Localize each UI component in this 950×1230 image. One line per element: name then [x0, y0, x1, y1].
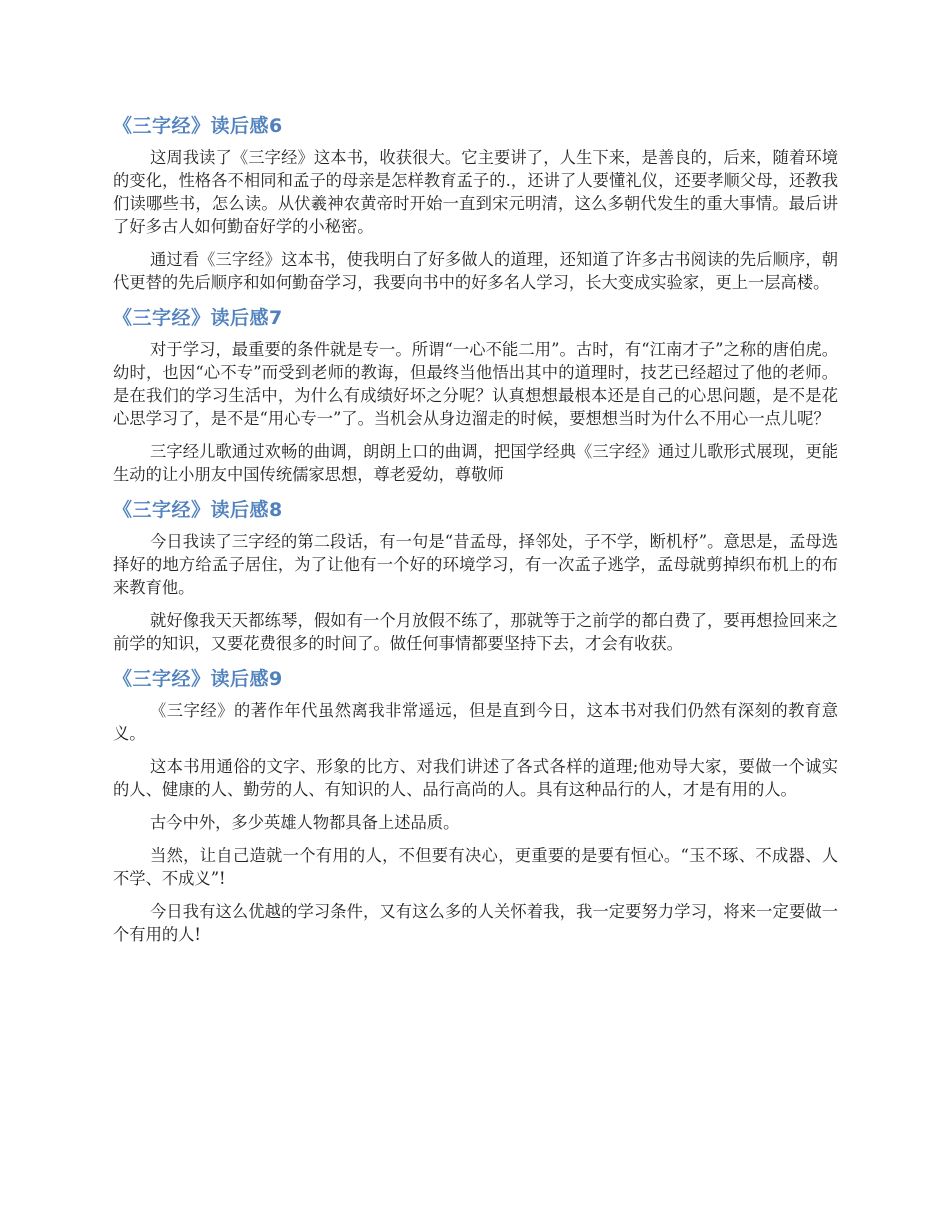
paragraph: 三字经儿歌通过欢畅的曲调，朗朗上口的曲调，把国学经典《三字经》通过儿歌形式展现，更能生动的让小朋友中国传统儒家思想，尊老爱幼，尊敬师 [113, 442, 838, 484]
section-title: 《三字经》读后感9 [113, 668, 283, 690]
paragraph: 今日我有这么优越的学习条件，又有这么多的人关怀着我，我一定要努力学习，将来一定要做一个有用的人! [113, 902, 838, 944]
essay-section-7 [113, 304, 838, 486]
document-page [113, 112, 838, 956]
paragraph: 《三字经》的著作年代虽然离我非常遥远，但是直到今日，这本书对我们仍然有深刻的教育意义。 [113, 701, 838, 743]
section-title: 《三字经》读后感6 [113, 115, 283, 137]
section-title: 《三字经》读后感8 [113, 499, 283, 521]
paragraph: 今日我读了三字经的第二段话，有一句是“昔孟母，择邻处，子不学，断机杼”。意思是，孟母选择好的地方给孟子居住，为了让他有一个好的环境学习，有一次孟子逃学，孟母就剪掉织布机上的布来教育他。 [113, 532, 838, 597]
paragraph: 对于学习，最重要的条件就是专一。所谓“一心不能二用”。古时，有“江南才子”之称的唐伯虎。幼时，也因“心不专”而受到老师的教诲，但最终当他悟出其中的道理时，技艺已经超过了他的老师。是在我们的学习生活中，为什么有成绩好坏之分呢？认真想想最根本还是自己的心思问题，是不是花心思学习了，是不是“用心专一”了。当机会从身边溜走的时候，要想想当时为什么不用心一点儿呢？ [113, 340, 838, 428]
paragraph: 这本书用通俗的文字、形象的比方、对我们讲述了各式各样的道理;他劝导大家，要做一个诚实的人、健康的人、勤劳的人、有知识的人、品行高尚的人。具有这种品行的人，才是有用的人。 [113, 757, 838, 799]
paragraph: 这周我读了《三字经》这本书，收获很大。它主要讲了，人生下来，是善良的，后来，随着环境的变化，性格各不相同和孟子的母亲是怎样教育孟子的.，还讲了人要懂礼仪，还要孝顺父母，还教我们读哪些书，怎么读。从伏羲神农黄帝时开始一直到宋元明清，这么多朝代发生的重大事情。最后讲了好多古人如何勤奋好学的小秘密。 [113, 148, 838, 236]
essay-section-9 [113, 665, 838, 946]
essay-section-6 [113, 112, 838, 294]
section-title: 《三字经》读后感7 [113, 307, 283, 329]
paragraph: 就好像我天天都练琴，假如有一个月放假不练了，那就等于之前学的都白费了，要再想捡回来之前学的知识，又要花费很多的时间了。做任何事情都要坚持下去，才会有收获。 [113, 611, 838, 653]
paragraph: 古今中外，多少英雄人物都具备上述品质。 [150, 813, 460, 832]
essay-section-8 [113, 496, 838, 655]
paragraph: 通过看《三字经》这本书，使我明白了好多做人的道理，还知道了许多古书阅读的先后顺序，朝代更替的先后顺序和如何勤奋学习，我要向书中的好多名人学习，长大变成实验家，更上一层高楼。 [113, 250, 838, 292]
paragraph: 当然，让自己造就一个有用的人，不但要有决心，更重要的是要有恒心。“玉不琢、不成器、人不学、不成义”! [113, 846, 838, 888]
